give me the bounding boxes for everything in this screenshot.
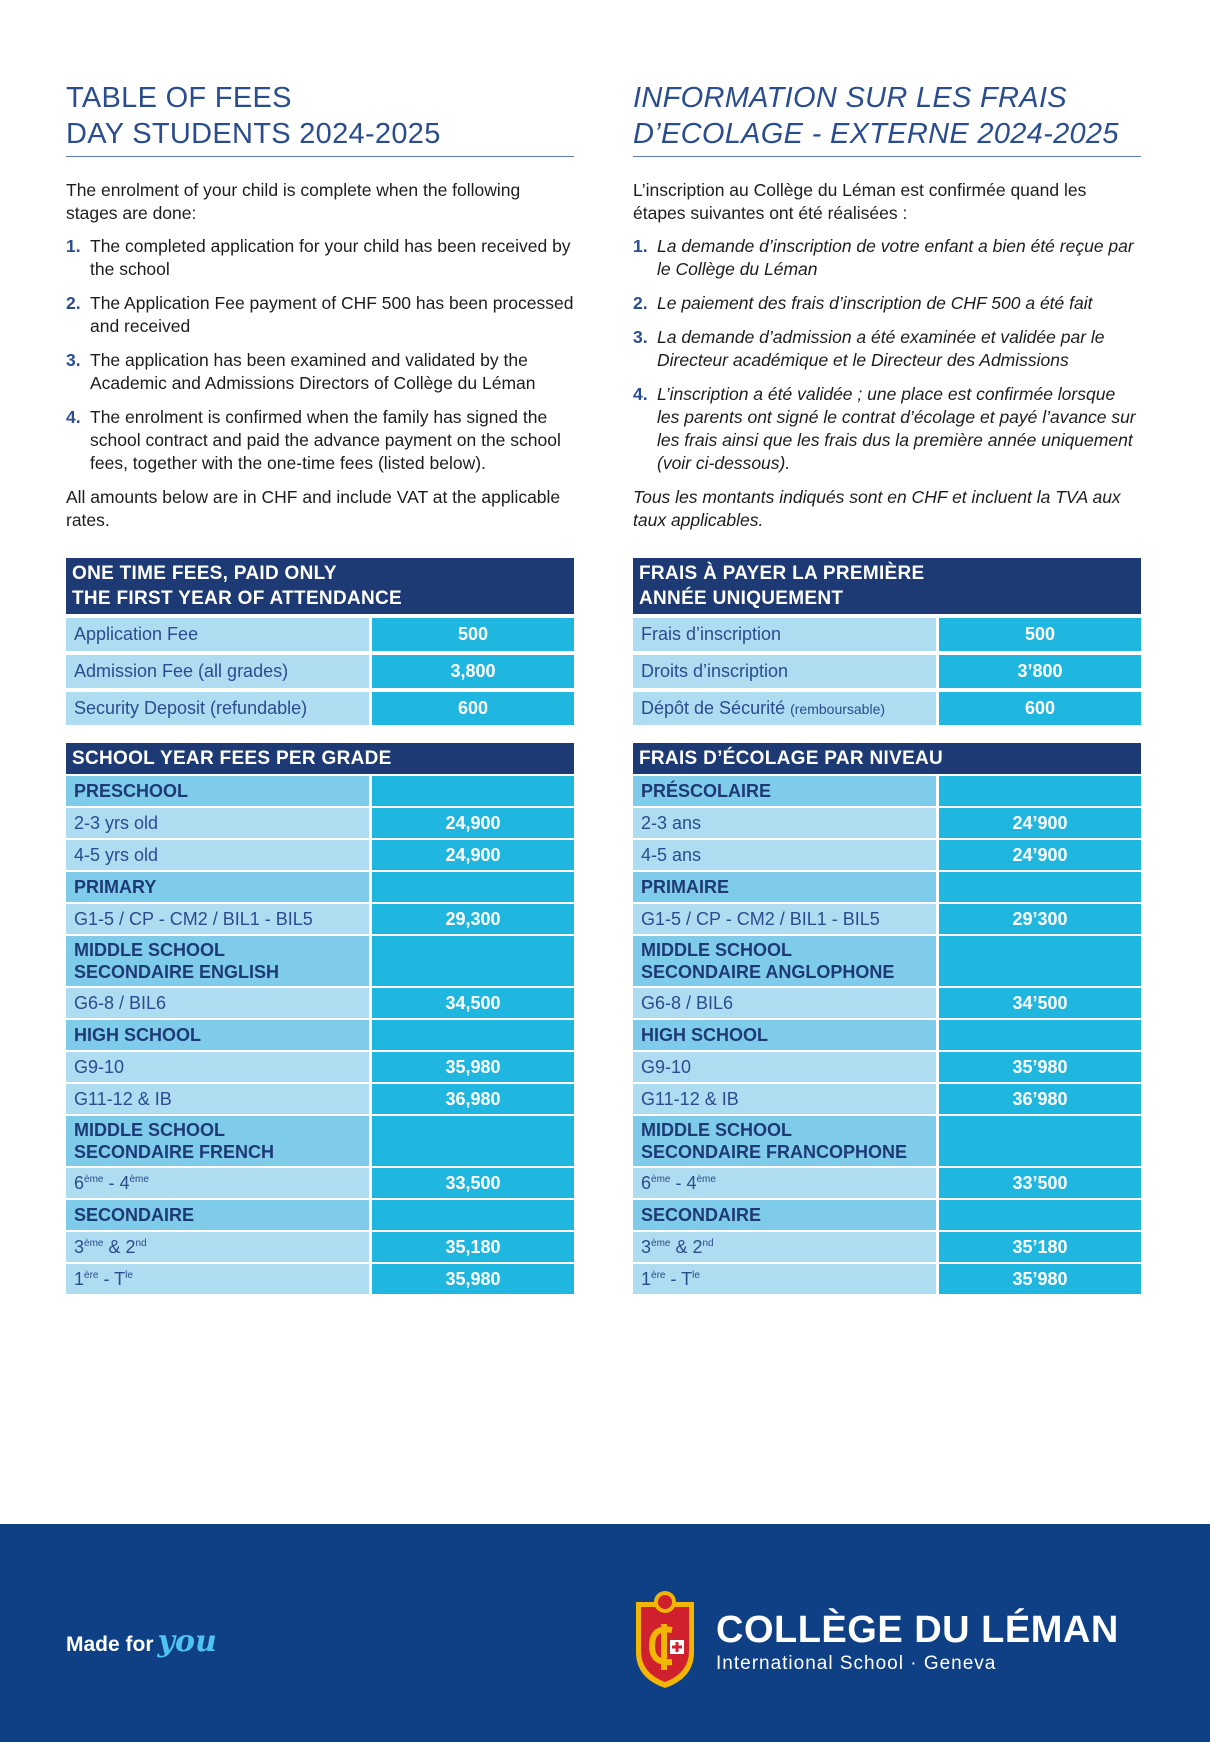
step-item xyxy=(66,406,574,475)
category-label: SECONDAIRE xyxy=(633,1200,936,1230)
empty-cell xyxy=(372,872,574,902)
fee-value: 24’900 xyxy=(939,840,1141,870)
title-line-1: TABLE OF FEES xyxy=(66,82,292,114)
category-row xyxy=(633,776,1141,806)
title-line-2: D’ECOLAGE - EXTERNE 2024-2025 xyxy=(633,118,1119,150)
fee-row xyxy=(633,904,1141,934)
empty-cell xyxy=(372,936,574,986)
page-title-en xyxy=(66,80,574,157)
category-line-2: SECONDAIRE FRENCH xyxy=(74,1142,275,1162)
category-row xyxy=(66,936,574,986)
step-text: The enrolment is confirmed when the family has signed the school contract and paid the advance payment on the school fees, together with the one-time fees (listed below). xyxy=(90,407,561,473)
empty-cell xyxy=(939,1116,1141,1166)
fee-label: Droits d’inscription xyxy=(633,655,936,688)
step-item xyxy=(633,383,1141,475)
fee-label: Security Deposit (refundable) xyxy=(66,692,369,725)
fee-label: Admission Fee (all grades) xyxy=(66,655,369,688)
brand-subtitle: International School · Geneva xyxy=(716,1653,997,1674)
vat-note: Tous les montants indiqués sont en CHF et incluent la TVA aux taux applicables. xyxy=(633,487,1121,530)
fee-value: 36,980 xyxy=(372,1084,574,1114)
step-item xyxy=(66,292,574,338)
fee-value: 35,980 xyxy=(372,1264,574,1294)
year-fees-header: FRAIS D’ÉCOLAGE PAR NIVEAU xyxy=(633,743,1141,774)
school-year-fees-table xyxy=(66,743,574,1294)
fee-value: 3’800 xyxy=(939,655,1141,688)
fee-label: Dépôt de Sécurité (remboursable) xyxy=(633,692,936,725)
step-item xyxy=(633,326,1141,372)
school-brand xyxy=(716,1610,1119,1676)
step-item xyxy=(66,235,574,281)
empty-cell xyxy=(939,936,1141,986)
school-year-fees-table xyxy=(633,743,1141,1294)
step-number: 1. xyxy=(66,236,81,256)
fee-row xyxy=(66,808,574,838)
category-row xyxy=(633,1116,1141,1166)
category-row xyxy=(633,936,1141,986)
fee-row xyxy=(633,1168,1141,1198)
fee-label: 6ème - 4ème xyxy=(633,1168,936,1198)
fee-label: 3ème & 2nd xyxy=(66,1232,369,1262)
step-text: The completed application for your child has been received by the school xyxy=(90,236,571,279)
category-label xyxy=(633,1116,936,1166)
step-number: 3. xyxy=(66,350,81,370)
header-line-1: FRAIS À PAYER LA PREMIÈRE xyxy=(639,563,925,584)
step-number: 4. xyxy=(66,407,81,427)
step-item xyxy=(66,349,574,395)
fee-label: G6-8 / BIL6 xyxy=(66,988,369,1018)
fee-value: 24,900 xyxy=(372,808,574,838)
one-time-fees-table xyxy=(633,558,1141,725)
category-row xyxy=(66,1200,574,1230)
title-line-2: DAY STUDENTS 2024-2025 xyxy=(66,118,441,150)
step-number: 3. xyxy=(633,327,648,347)
category-row xyxy=(633,872,1141,902)
fee-label: G11-12 & IB xyxy=(633,1084,936,1114)
french-column xyxy=(633,80,1141,1294)
fee-row xyxy=(66,1052,574,1082)
enrolment-steps xyxy=(66,235,574,475)
fee-label: 6ème - 4ème xyxy=(66,1168,369,1198)
empty-cell xyxy=(939,1020,1141,1050)
category-line-1: MIDDLE SCHOOL xyxy=(74,1120,225,1140)
empty-cell xyxy=(372,776,574,806)
fee-label: Application Fee xyxy=(66,618,369,651)
category-line-1: MIDDLE SCHOOL xyxy=(641,940,792,960)
tagline-you: you xyxy=(157,1624,217,1659)
fee-row xyxy=(633,1232,1141,1262)
category-line-1: MIDDLE SCHOOL xyxy=(641,1120,792,1140)
fee-value: 35’980 xyxy=(939,1052,1141,1082)
footer-band xyxy=(0,1524,1210,1742)
category-label: HIGH SCHOOL xyxy=(633,1020,936,1050)
category-row xyxy=(633,1200,1141,1230)
fee-value: 35,980 xyxy=(372,1052,574,1082)
fee-row xyxy=(633,655,1141,688)
category-row xyxy=(66,776,574,806)
header-line-2: THE FIRST YEAR OF ATTENDANCE xyxy=(72,588,402,609)
brand-name: COLLÈGE DU LÉMAN xyxy=(716,1609,1119,1651)
fee-label: 2-3 yrs old xyxy=(66,808,369,838)
step-number: 2. xyxy=(633,293,648,313)
enrolment-steps xyxy=(633,235,1141,475)
category-label xyxy=(66,936,369,986)
fee-row xyxy=(66,1232,574,1262)
year-fees-header: SCHOOL YEAR FEES PER GRADE xyxy=(66,743,574,774)
one-time-fees-table xyxy=(66,558,574,725)
fee-value: 35,180 xyxy=(372,1232,574,1262)
page-title-fr xyxy=(633,80,1141,157)
category-row xyxy=(66,872,574,902)
fee-row xyxy=(66,904,574,934)
empty-cell xyxy=(939,872,1141,902)
fee-row xyxy=(66,692,574,725)
fee-value: 34’500 xyxy=(939,988,1141,1018)
step-text: L’inscription a été validée ; une place est confirmée lorsque les parents ont signé le contrat d’écolage et payé l’avance sur les frais ainsi que les frais dus la première année uniquement (voir ci-dessous). xyxy=(657,384,1136,473)
fee-value: 36’980 xyxy=(939,1084,1141,1114)
fee-label: 4-5 ans xyxy=(633,840,936,870)
fee-row xyxy=(633,1052,1141,1082)
fee-row xyxy=(66,618,574,651)
fee-label: 2-3 ans xyxy=(633,808,936,838)
step-number: 1. xyxy=(633,236,648,256)
fee-row xyxy=(633,808,1141,838)
fee-value: 24,900 xyxy=(372,840,574,870)
fee-value: 33’500 xyxy=(939,1168,1141,1198)
fee-row xyxy=(66,655,574,688)
category-row xyxy=(66,1116,574,1166)
fee-label: $1ère - T^{le}$ xyxy=(66,1264,369,1294)
title-line-1: INFORMATION SUR LES FRAIS xyxy=(633,82,1067,114)
step-text: La demande d’inscription de votre enfant a bien été reçue par le Collège du Léman xyxy=(657,236,1134,279)
fee-label: G6-8 / BIL6 xyxy=(633,988,936,1018)
step-number: 4. xyxy=(633,384,648,404)
fee-label: G1-5 / CP - CM2 / BIL1 - BIL5 xyxy=(66,904,369,934)
step-text: The application has been examined and validated by the Academic and Admissions Directors of Collège du Léman xyxy=(90,350,536,393)
empty-cell xyxy=(372,1116,574,1166)
category-line-2: SECONDAIRE FRANCOPHONE xyxy=(641,1142,908,1162)
category-row xyxy=(633,1020,1141,1050)
vat-note: All amounts below are in CHF and include VAT at the applicable rates. xyxy=(66,487,561,530)
fee-value: 35’180 xyxy=(939,1232,1141,1262)
fee-row xyxy=(633,618,1141,651)
fee-value: 29,300 xyxy=(372,904,574,934)
category-label: SECONDAIRE xyxy=(66,1200,369,1230)
fee-label: G1-5 / CP - CM2 / BIL1 - BIL5 xyxy=(633,904,936,934)
fee-value: 600 xyxy=(939,692,1141,725)
intro-text: The enrolment of your child is complete when the following stages are done: xyxy=(66,180,521,223)
fee-value: 3,800 xyxy=(372,655,574,688)
fee-value: 34,500 xyxy=(372,988,574,1018)
fee-row xyxy=(633,840,1141,870)
fee-value: 500 xyxy=(939,618,1141,651)
made-for-you-tagline xyxy=(66,1624,217,1659)
category-label: PRESCHOOL xyxy=(66,776,369,806)
fee-value: 33,500 xyxy=(372,1168,574,1198)
category-label: PRIMAIRE xyxy=(633,872,936,902)
header-line-2: ANNÉE UNIQUEMENT xyxy=(639,588,844,609)
category-line-2: SECONDAIRE ANGLOPHONE xyxy=(641,962,895,982)
step-item xyxy=(633,235,1141,281)
category-label xyxy=(66,1116,369,1166)
category-label: PRIMARY xyxy=(66,872,369,902)
header-line-1: ONE TIME FEES, PAID ONLY xyxy=(72,563,337,584)
category-row xyxy=(66,1020,574,1050)
fee-label: G9-10 xyxy=(66,1052,369,1082)
english-column xyxy=(66,80,574,1294)
fee-row xyxy=(633,988,1141,1018)
fee-label: 4-5 yrs old xyxy=(66,840,369,870)
fee-label: $1ère - T^{le}$ xyxy=(633,1264,936,1294)
step-text: Le paiement des frais d’inscription de CHF 500 a été fait xyxy=(657,293,1093,313)
fee-value: 600 xyxy=(372,692,574,725)
step-text: La demande d’admission a été examinée et validée par le Directeur académique et le Directeur des Admissions xyxy=(657,327,1105,370)
school-crest-icon xyxy=(630,1590,700,1690)
fee-row xyxy=(633,1084,1141,1114)
one-time-fees-header xyxy=(633,558,1141,614)
fee-row xyxy=(66,1264,574,1294)
fee-value: 35’980 xyxy=(939,1264,1141,1294)
fee-value: 500 xyxy=(372,618,574,651)
fee-row xyxy=(633,1264,1141,1294)
fee-label: 3ème & 2nd xyxy=(633,1232,936,1262)
fee-row xyxy=(633,692,1141,725)
fee-value: 29’300 xyxy=(939,904,1141,934)
step-item xyxy=(633,292,1141,315)
one-time-fees-header xyxy=(66,558,574,614)
step-text: The Application Fee payment of CHF 500 has been processed and received xyxy=(90,293,574,336)
category-line-1: MIDDLE SCHOOL xyxy=(74,940,225,960)
empty-cell xyxy=(939,1200,1141,1230)
category-label: HIGH SCHOOL xyxy=(66,1020,369,1050)
tagline-text: Made for xyxy=(66,1633,154,1656)
fee-label: G9-10 xyxy=(633,1052,936,1082)
empty-cell xyxy=(372,1020,574,1050)
category-label: PRÉSCOLAIRE xyxy=(633,776,936,806)
fee-row xyxy=(66,1168,574,1198)
fee-row xyxy=(66,1084,574,1114)
empty-cell xyxy=(372,1200,574,1230)
category-label xyxy=(633,936,936,986)
fee-label: Frais d’inscription xyxy=(633,618,936,651)
fee-value: 24’900 xyxy=(939,808,1141,838)
fee-label: G11-12 & IB xyxy=(66,1084,369,1114)
intro-text: L’inscription au Collège du Léman est confirmée quand les étapes suivantes ont été réalisées : xyxy=(633,180,1087,223)
step-number: 2. xyxy=(66,293,81,313)
fee-row xyxy=(66,988,574,1018)
empty-cell xyxy=(939,776,1141,806)
category-line-2: SECONDAIRE ENGLISH xyxy=(74,962,280,982)
fee-row xyxy=(66,840,574,870)
